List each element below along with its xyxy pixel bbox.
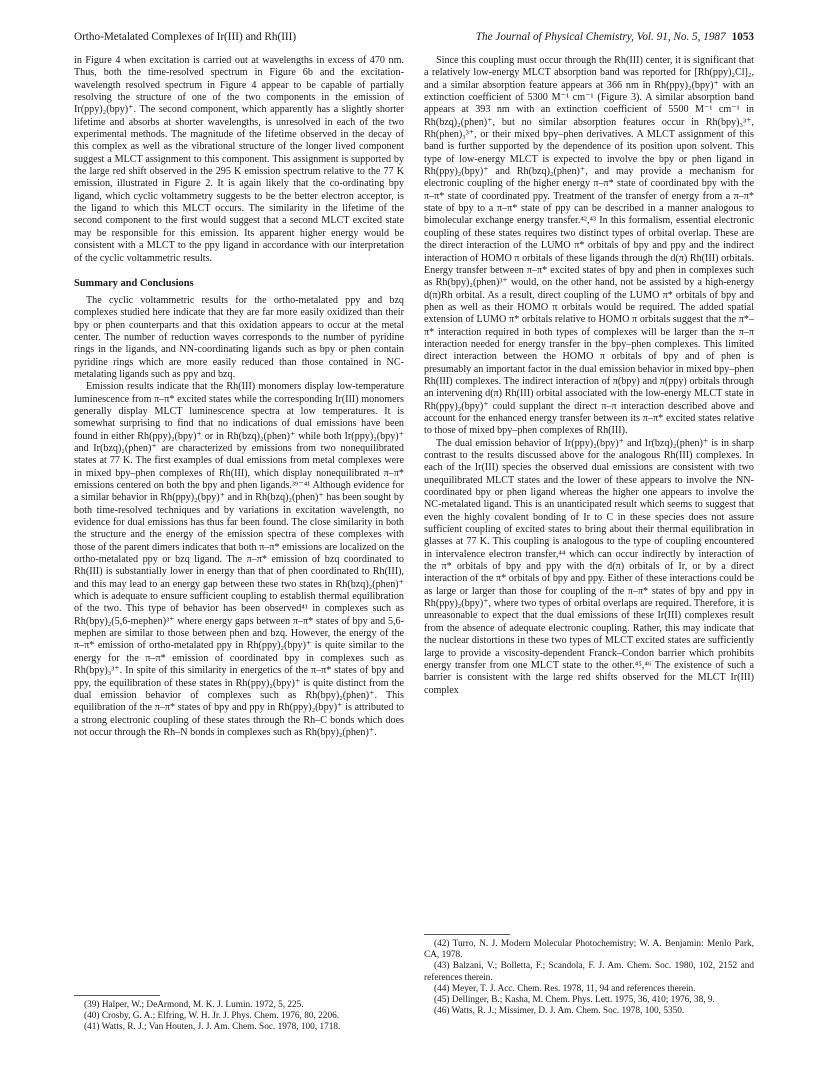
section-heading: Summary and Conclusions xyxy=(74,277,194,289)
footnote: (40) Crosby, G. A.; Elfring, W. H. Jr. J. Phys. Chem. 1976, 80, 2206. xyxy=(84,1011,340,1022)
footnote: (41) Watts, R. J.; Van Houten, J. J. Am. Chem. Soc. 1978, 100, 1718. xyxy=(84,1022,341,1033)
footnote: (39) Halper, W.; DeArmond, M. K. J. Lumin. 1972, 5, 225. xyxy=(84,1000,304,1010)
journal-name: The Journal of Physical Chemistry, Vol. 91, No. 5, 1987 xyxy=(475,31,726,43)
footnotes-right xyxy=(424,934,754,1017)
footnotes-left xyxy=(74,995,404,1034)
paragraph-coupling: Since this coupling must occur through the Rh(III) center, it is significant that a relatively low-energy MLCT absorption band was reported for [Rh(ppy)₂Cl]₂, and a similar absorption feature appears at 366 nm in Rh(ppy)₂(bpy)⁺ with an extinction coefficient of 5300 M⁻¹ cm⁻¹ (Figure 3). A similar absorption band appears at 393 nm with an extinction coefficient of 5500 M⁻¹ cm⁻¹ in Rh(bzq)₂(phen)⁺, but no similar absorption features occur in Rh(bpy)₃³⁺, Rh(phen)₃³⁺, or their mixed bpy–phen derivatives. A MLCT assignment of this band is further supported by the dependence of its position upon solvent. This type of low-energy MLCT is expected to involve the bpy or phen ligand in Rh(ppy)₂(bpy)⁺ and Rh(bzq)₂(phen)⁺, and may provide a mechanism for electronic coupling of the higher energy π–π* state of coordinated bpy with the π–π* state of coordinated ppy. Treatment of the transfer of energy from a π–π* state of bpy to a π–π* state of ppy can be described in a manner analogous to bimolecular exchange energy transfer.⁴²,⁴³ In this formalism, essential electronic coupling of these states requires two distinct types of orbital overlap. These are the direct interaction of the LUMO π* orbitals of bpy and ppy and the indirect interaction of HOMO π orbitals of these ligands through the d(π) Rh(III) orbitals. Energy transfer between π–π* excited states of bpy and phen in complexes such as Rh(bpy)₂(phen)³⁺ would, on the other hand, not be assisted by a high-energy d(π)Rh orbital. As a result, direct coupling of the LUMO π* orbitals of bpy and phen as well as their HOMO π orbitals would be required. The added spatial extension of LUMO π* orbitals relative to HOMO π orbitals suggest that the π*–π* interaction required in both types of complexes will be larger than the π–π interaction needed for energy transfer in the bpy–phen complexes. This limited direct interaction between the HOMO π orbitals of bpy and of phen is presumably an important factor in the dual emission behavior in mixed bpy–phen Rh(III) complexes. The indirect interaction of π(bpy) and π(ppy) orbitals through an intervening d(π) Rh(III) orbital associated with the low-energy MLCT state in Rh(ppy)₂(bpy)⁺ could supplant the direct π–π interaction described above and account for the enhanced energy transfer between its π–π* excited states relative to those of mixed bpy–phen complexes of Rh(III). xyxy=(424,55,754,437)
paragraph-emission: Emission results indicate that the Rh(III) monomers display low-temperature luminescence from π–π* excited states while the corresponding Ir(III) monomers generally display MLCT luminescence spectra at low temperatures. It is somewhat surprising to find that no indications of dual emissions have been found in either Rh(ppy)₂(bpy)⁺ or in Rh(bzq)₂(phen)⁺ while both Ir(ppy)₂(bpy)⁺ and Ir(bzq)₂(phen)⁺ are characterized by emissions from two nonequilibrated states at 77 K. The first examples of dual emissions from metal complexes were in mixed bpy–phen complexes of Rh(III), which display nonequilibrated π–π* emissions centered on both the bpy and phen ligands.³⁹⁻⁴¹ Although evidence for a similar behavior in Rh(ppy)₂(bpy)⁺ and in Rh(bzq)₂(phen)⁺ has been sought by both time-resolved techniques and by variations in excitation wavelength, no evidence for dual emissions has thus far been found. The close similarity in both the structure and the energy of the emission spectra of these complexes with those of the parent dimers indicates that both π–π* emissions are localized on the ortho-metalated ppy or bzq ligand. The π–π* emission of bzq coordinated to Rh(III) is substantially lower in energy than that of phen coordinated to Rh(III), and this may lead to an energy gap between these two states in Rh(bzq)₂(phen)⁺ which is adequate to ensure sufficient coupling to establish thermal equilibration of the two. This type of behavior has been observed⁴¹ in complexes such as Rh(bpy)₂(5,6-mephen)³⁺ where energy gaps between π–π* states of bpy and 5,6-mephen are similar to those between phen and bzq. However, the energy of the π–π* emission of ortho-metalated ppy in Rh(ppy)₂(bpy)⁺ is quite similar to the energy for the π–π* emission of coordinated bpy in complexes such as Rh(bpy)₃³⁺. In spite of this similarity in energetics of the π–π* states of bpy and ppy, the equilibration of these states in Rh(ppy)₂(bpy)⁺ is quite distinct from the dual emission behavior of complexes such as Rh(bpy)₂(phen)⁺. This equilibration of the π–π* states of bpy and ppy in Rh(ppy)₂(bpy)⁺ is attributed to a strong electronic coupling of these states through the Rh–C bonds which does not occur through the Rh–N bonds in complexes such as Rh(bpy)₂(phen)⁺. xyxy=(74,381,404,738)
left-column xyxy=(74,55,404,739)
paragraph-summary: The cyclic voltammetric results for the ortho-metalated ppy and bzq complexes studied here indicate that they are far more easily oxidized than their bpy or phen counterparts and that this oxidation appears to occur at the metal center. The number of reduction waves corresponds to the number of pyridine rings in the ligands, and NN-coordinating ligands such as bpy or phen contain pyridine rings which are more easily reduced than those contained in NC-metalating ligands such as ppy and bzq. xyxy=(74,294,404,380)
running-header xyxy=(74,30,754,44)
journal-citation xyxy=(476,30,754,44)
paragraph-dual-emission: The dual emission behavior of Ir(ppy)₂(bpy)⁺ and Ir(bzq)₂(phen)⁺ is in sharp contrast to the results discussed above for the analogous Rh(III) complexes. In each of the Ir(III) species the observed dual emissions are consistent with two unequilibrated MLCT states and the lower of these appears to involve the NN-coordinated bpy or phen ligand whereas the higher one appears to involve the NC-metalated ligand. This is an unanticipated result which seems to suggest that even the highly covalent bonding of Ir to C in these species does not assure sufficient coupling of excited states to bring about their thermal equilibration in glasses at 77 K. This coupling is analogous to the type of coupling encountered in intervalence electron transfer,⁴⁴ which can occur indirectly by interaction of the π* orbitals of bpy and ppy with the d(π) orbitals of Ir, or by a direct interaction of the π* orbitals of bpy and ppy. Either of these interactions could be as large or larger than those for coupling of the π–π* states of bpy and ppy in Rh(ppy)₂(bpy)⁺, where two types of orbital overlaps are required. Therefore, it is unreasonable to expect that the dual emissions of these Ir(III) complexes result from the absence of adequate electronic coupling. Rather, this may indicate that the nuclear distortions in these two types of MLCT excited states are sufficiently large to provide a viscosity-dependent Franck–Condon barrier which prohibits energy transfer from one MLCT state to the other.⁴⁵,⁴⁶ The existence of such a barrier is consistent with the large red shifts observed for the MLCT Ir(III) complex xyxy=(424,437,754,696)
footnote-rule xyxy=(424,934,510,935)
right-column xyxy=(424,55,754,697)
footnote: (45) Dellinger, B.; Kasha, M. Chem. Phys. Lett. 1975, 36, 410; 1976, 38, 9. xyxy=(434,995,715,1006)
page-number: 1053 xyxy=(731,31,754,43)
footnote-rule xyxy=(74,995,160,996)
footnote: (46) Watts, R. J.; Missimer, D. J. Am. Chem. Soc. 1978, 100, 5350. xyxy=(434,1006,685,1017)
paragraph-continuation: in Figure 4 when excitation is carried out at wavelengths in excess of 470 nm. Thus, both the time-resolved spectrum in Figure 6b and the excitation-wavelength resolved spectrum in Figure 4 appear to be capable of partially resolving the structure of one of the two components in the emission of Ir(ppy)₂(bpy)⁺. The second component, which apparently has a slightly shorter lifetime and absorbs at shorter wavelengths, is unresolved in each of the two experimental methods. The magnitude of the lifetime observed in the decay of this complex as well as the vibrational structure of the longer lived component suggest a MLCT assignment to this component. This assignment is supported by the large red shift observed in the 295 K emission spectrum relative to the 77 K emission, illustrated in Figure 2. It is again likely that the co-ordinating bpy ligand, which cyclic voltammetry suggests to be the better electron acceptor, is the ligand to which this MLCT occurs. The similarity in the lifetime of the second component to the first would suggest that a second MLCT excited state may be responsible for this emission. Its apparent higher energy would be consistent with a MLCT to the ppy ligand in accordance with our interpretation of the cyclic voltammetric results. xyxy=(74,55,404,264)
footnote: (43) Balzani, V.; Bolletta, F.; Scandola, F. J. Am. Chem. Soc. 1980, 102, 2152 and references therein. xyxy=(424,961,754,983)
footnote: (42) Turro, N. J. Modern Molecular Photochemistry; W. A. Benjamin: Menlo Park, CA, 1978. xyxy=(424,939,754,961)
running-title: Ortho-Metalated Complexes of Ir(III) and Rh(III) xyxy=(74,31,297,43)
footnote: (44) Meyer, T. J. Acc. Chem. Res. 1978, 11, 94 and references therein. xyxy=(434,983,696,994)
